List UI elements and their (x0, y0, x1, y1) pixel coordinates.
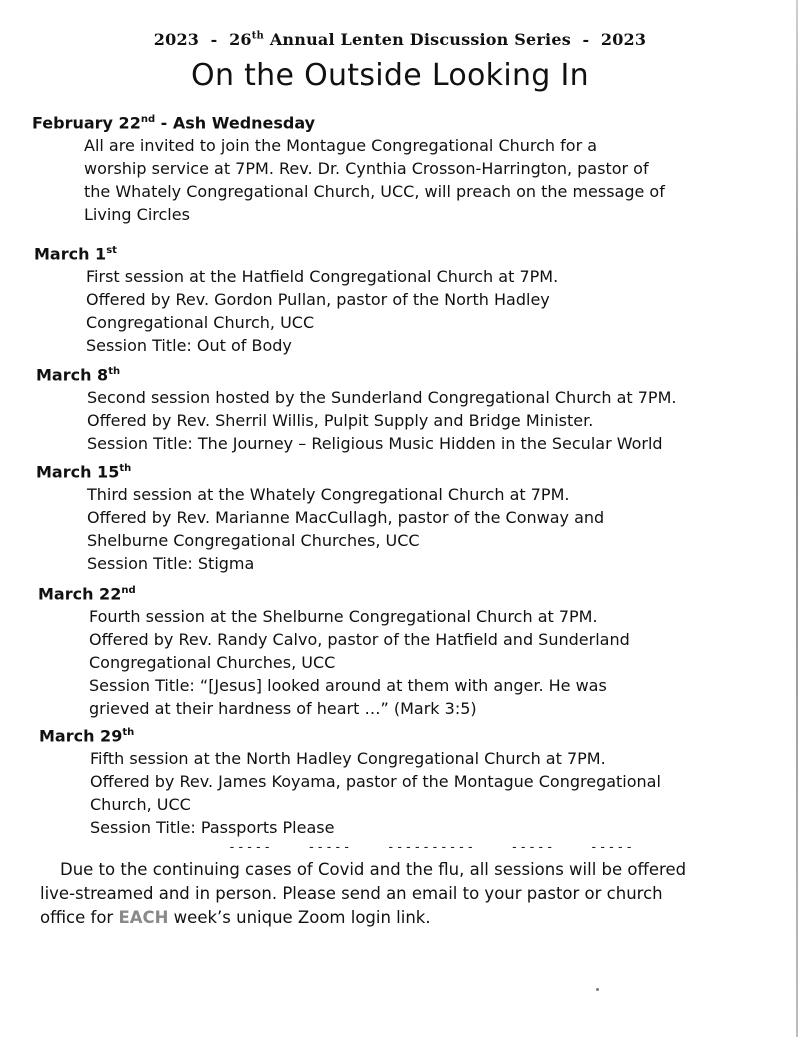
covid-notice (40, 858, 760, 930)
entry-body (87, 483, 604, 575)
entry-line: Session Title: “[Jesus] looked around at them with anger. He was (89, 676, 607, 696)
entry-line: Fourth session at the Shelburne Congregational Church at 7PM. (89, 607, 598, 627)
entry-line: Shelburne Congregational Churches, UCC (87, 531, 420, 551)
entry-line: Offered by Rev. Randy Calvo, pastor of the Hatfield and Sunderland (89, 630, 630, 650)
notice-line-3: office for EACH week’s unique Zoom login link. (40, 908, 431, 927)
series-dash-right: - (582, 30, 590, 49)
entry-line: Session Title: Out of Body (86, 336, 292, 356)
entry-body (90, 747, 661, 839)
entry-date: March 22nd (38, 584, 136, 604)
entry-date: March 29th (39, 726, 135, 746)
entry-line: grieved at their hardness of heart …” (Mark 3:5) (89, 699, 477, 719)
entry-line: Church, UCC (90, 795, 191, 815)
series-year-left: 2023 (153, 30, 200, 49)
scan-edge-line (796, 0, 798, 1037)
entry-march-22 (38, 580, 630, 720)
series-header (0, 30, 800, 49)
entry-line: Offered by Rev. Sherril Willis, Pulpit Supply and Bridge Minister. (87, 411, 594, 431)
entry-line: Offered by Rev. Gordon Pullan, pastor of the North Hadley (86, 290, 550, 310)
entry-body (89, 605, 630, 720)
entry-line: Living Circles (84, 205, 190, 225)
series-dash-left: - (210, 30, 218, 49)
page-title: On the Outside Looking In (191, 58, 589, 93)
entry-line: Offered by Rev. Marianne MacCullagh, pastor of the Conway and (87, 508, 605, 528)
entry-line: Offered by Rev. James Koyama, pastor of the Montague Congregational (90, 772, 661, 792)
entry-line: Third session at the Whately Congregational Church at 7PM. (87, 485, 570, 505)
entry-line: Congregational Church, UCC (86, 313, 315, 333)
entry-body (87, 386, 676, 455)
entry-line: Session Title: The Journey – Religious Music Hidden in the Secular World (87, 434, 663, 454)
section-separator: ----- ----- ---------- ----- ----- (228, 840, 635, 855)
entry-line: Fifth session at the North Hadley Congregational Church at 7PM. (90, 749, 606, 769)
notice-emphasis-each: EACH (118, 908, 169, 927)
entry-line: the Whately Congregational Church, UCC, will preach on the message of (84, 182, 665, 202)
entry-line: Second session hosted by the Sunderland Congregational Church at 7PM. (87, 388, 677, 408)
entry-date: March 15th (36, 462, 132, 482)
series-year-right: 2023 (600, 30, 647, 49)
entry-line: Congregational Churches, UCC (89, 653, 336, 673)
entry-march-8 (36, 361, 676, 455)
notice-line-1: Due to the continuing cases of Covid and the flu, all sessions will be offered (60, 860, 687, 879)
series-ordinal-number: 26 (229, 30, 252, 49)
entry-line: Session Title: Stigma (87, 554, 255, 574)
entry-march-1 (34, 240, 558, 357)
entry-date: March 1st (34, 244, 117, 264)
entry-line: All are invited to join the Montague Congregational Church for a (84, 136, 598, 156)
entry-line: First session at the Hatfield Congregational Church at 7PM. (86, 267, 559, 287)
series-name: Annual Lenten Discussion Series (269, 30, 571, 49)
scan-speck (596, 988, 599, 991)
notice-line-2: live-streamed and in person. Please send an email to your pastor or church (40, 884, 663, 903)
entry-march-15 (36, 458, 604, 575)
entry-body (86, 265, 558, 357)
entry-body (84, 134, 665, 226)
entry-line: Session Title: Passports Please (90, 818, 335, 838)
entry-march-29 (39, 722, 661, 839)
entry-date: March 8th (36, 365, 121, 385)
series-ordinal-suffix: th (251, 30, 265, 42)
entry-date: February 22nd - Ash Wednesday (32, 113, 316, 133)
entry-line: worship service at 7PM. Rev. Dr. Cynthia Crosson-Harrington, pastor of (84, 159, 649, 179)
entry-ash-wednesday (32, 109, 665, 226)
